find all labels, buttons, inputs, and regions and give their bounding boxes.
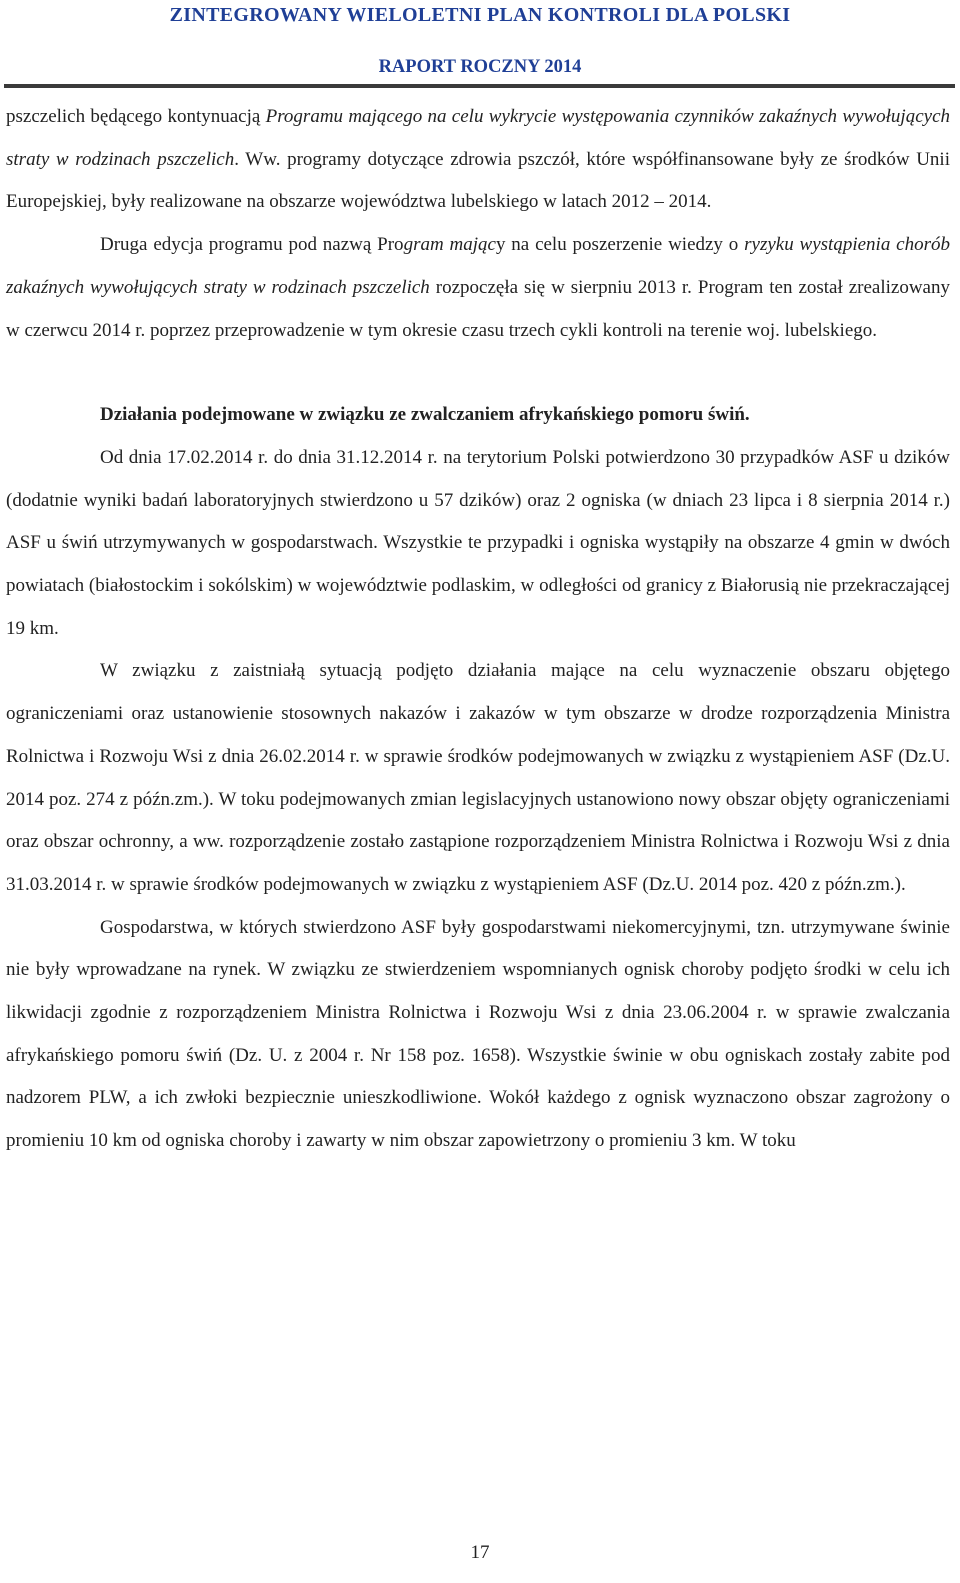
header-divider <box>4 84 955 88</box>
paragraph-3: Od dnia 17.02.2014 r. do dnia 31.12.2014 r. na terytorium Polski potwierdzono 30 przypadków ASF u dzików (dodatnie wyniki badań laboratoryjnych stwierdzono u 57 dzików) oraz 2 ogniska (w dniach 23 lipca i 8 sierpnia 2014 r.) ASF u świń utrzymywanych w gospodarstwach. Wszystkie te przypadki i ogniska wystąpiły na obszarze 4 gmin w dwóch powiatach (białostockim i sokólskim) w województwie podlaskim, w odległości od granicy z Białorusią nie przekraczającej 19 km. <box>6 446 950 639</box>
paragraph-2-italic-b: gram mając <box>403 234 496 256</box>
paragraph-2 <box>6 224 950 352</box>
report-header-title: ZINTEGROWANY WIELOLETNI PLAN KONTROLI DLA POLSKI <box>169 4 791 26</box>
paragraph-2-text-c: y na celu poszerzenie wiedzy o <box>495 234 745 256</box>
report-header-subtitle: RAPORT ROCZNY 2014 <box>378 57 582 77</box>
paragraph-1-text-a: pszczelich będącego kontynuacją <box>6 106 266 127</box>
document-body <box>6 96 950 1163</box>
paragraph-2-text-e: rozpoczęła się w sierpniu 2013 r. Program ten został zrealizowany w czerwcu 2014 r. poprzez przeprowadzenie w tym okresie czasu trzech cykli kontroli na terenie woj. lubelskiego. <box>6 276 950 341</box>
paragraph-2-italic-d: ryzyku wystąpienia chorób zakaźnych wywołujących straty w rodzinach pszczelich <box>6 234 950 298</box>
paragraph-1-text-c: . Ww. programy dotyczące zdrowia pszczół, które współfinansowane były ze środków Unii Europejskiej, były realizowane na obszarze województwa lubelskiego w latach 2012 – 2014. <box>6 148 950 213</box>
paragraph-1 <box>6 96 950 224</box>
paragraph-4: W związku z zaistniałą sytuacją podjęto działania mające na celu wyznaczenie obszaru objętego ograniczeniami oraz ustanowienie stosownych nakazów i zakazów w tym obszarze w drodze rozporządzenia Ministra Rolnictwa i Rozwoju Wsi z dnia 26.02.2014 r. w sprawie środków podejmowanych w związku z wystąpieniem ASF (Dz.U. 2014 poz. 274 z późn.zm.). W toku podejmowanych zmian legislacyjnych ustanowiono nowy obszar objęty ograniczeniami oraz obszar ochronny, a ww. rozporządzenie zostało zastąpione rozporządzeniem Ministra Rolnictwa i Rozwoju Wsi z dnia 31.03.2014 r. w sprawie środków podejmowanych w związku z wystąpieniem ASF (Dz.U. 2014 poz. 420 z późn.zm.). <box>6 660 950 895</box>
section-heading: Działania podejmowane w związku ze zwalczaniem afrykańskiego pomoru świń. <box>100 404 750 426</box>
paragraph-1-program-title: Programu mającego na celu wykrycie występowania czynników zakaźnych wywołujących straty w rodzinach pszczelich <box>6 106 950 170</box>
page-number: 17 <box>470 1542 490 1563</box>
paragraph-2-text-a: Druga edycja programu pod nazwą Pro <box>100 234 404 256</box>
section-gap <box>6 352 950 394</box>
paragraph-5: Gospodarstwa, w których stwierdzono ASF były gospodarstwami niekomercyjnymi, tzn. utrzymywane świnie nie były wprowadzane na rynek. W związku ze stwierdzeniem wspomnianych ognisk choroby podjęto środki w celu ich likwidacji zgodnie z rozporządzeniem Ministra Rolnictwa i Rozwoju Wsi z dnia 23.06.2004 r. w sprawie zwalczania afrykańskiego pomoru świń (Dz. U. z 2004 r. Nr 158 poz. 1658). Wszystkie świnie w obu ogniskach zostały zabite pod nadzorem PLW, a ich zwłoki bezpiecznie unieszkodliwione. Wokół każdego z ognisk wyznaczono obszar zagrożony o promieniu 10 km od ogniska choroby i zawarty w nim obszar zapowietrzony o promieniu 3 km. W toku <box>6 916 950 1152</box>
